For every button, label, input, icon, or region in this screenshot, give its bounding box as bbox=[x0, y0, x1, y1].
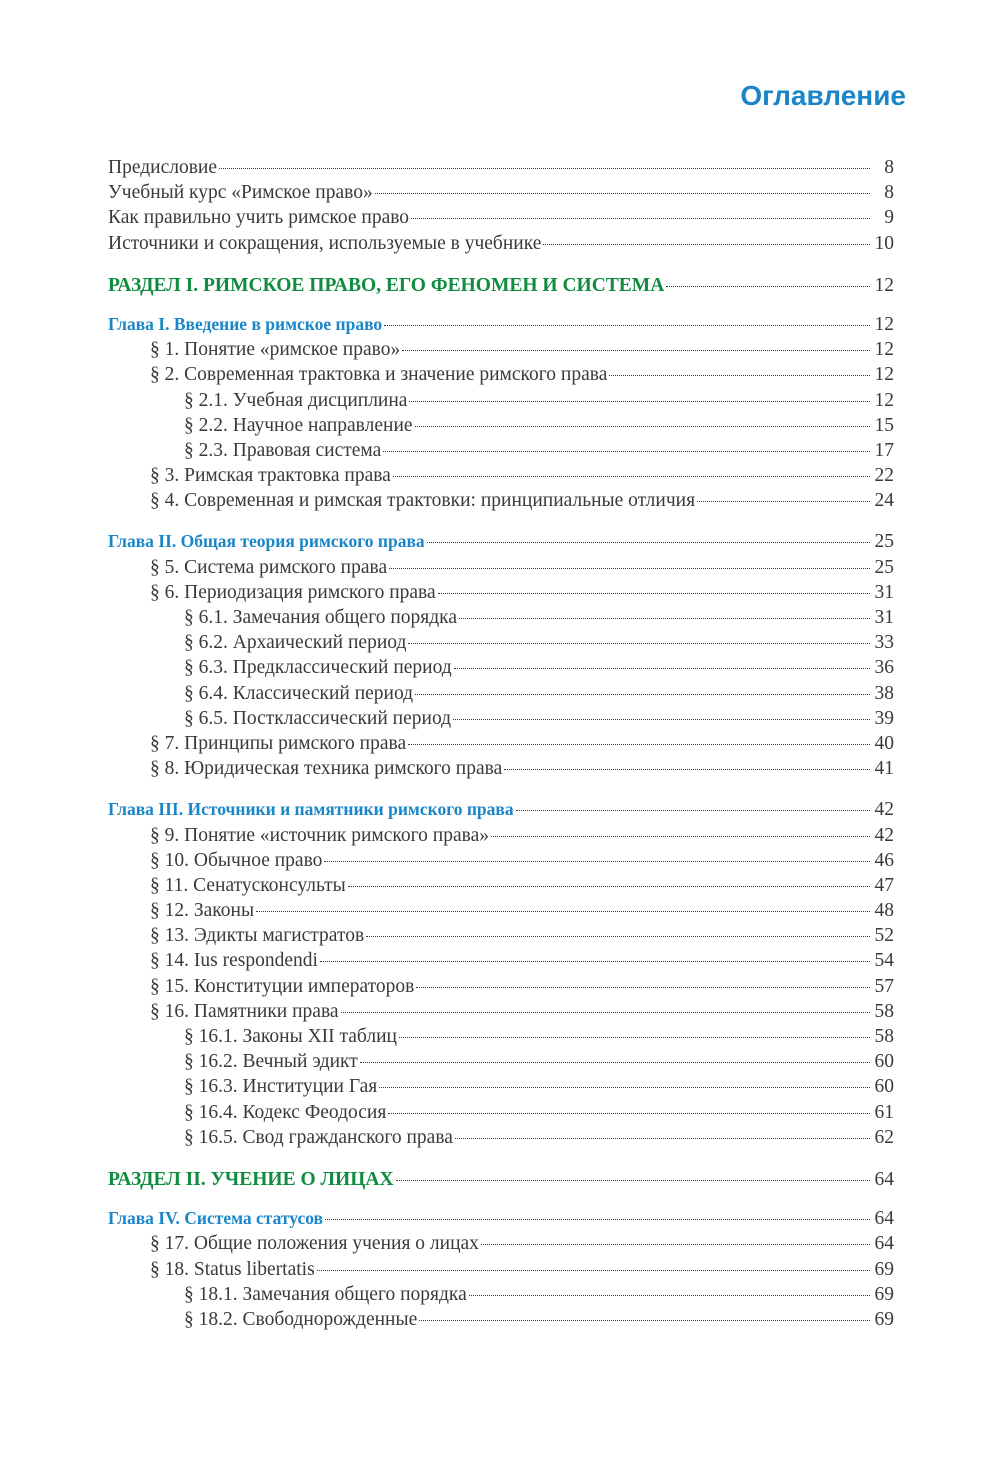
dot-leader bbox=[383, 451, 870, 452]
toc-paragraph-entry[interactable] bbox=[108, 555, 894, 580]
toc-page-number: 52 bbox=[874, 925, 894, 947]
dot-leader bbox=[324, 861, 870, 862]
toc-entry-label: Предисловие bbox=[108, 157, 218, 178]
toc-entry-label: § 7. Принципы римского права bbox=[150, 732, 407, 754]
toc-entry-label: § 3. Римская трактовка права bbox=[150, 465, 391, 487]
dot-leader bbox=[348, 886, 870, 887]
toc-paragraph-entry[interactable] bbox=[108, 999, 894, 1024]
toc-entry-label: Глава III. Источники и памятники римского права bbox=[108, 799, 514, 820]
toc-page-number: 17 bbox=[874, 439, 894, 461]
toc-page-number: 46 bbox=[874, 849, 894, 871]
toc-page-number: 69 bbox=[874, 1258, 894, 1280]
toc-page-number: 40 bbox=[874, 732, 894, 754]
toc-entry-label: § 1. Понятие «римское право» bbox=[150, 339, 401, 361]
toc-chapter-heading[interactable] bbox=[108, 797, 894, 822]
dot-leader bbox=[375, 193, 870, 194]
toc-page-number: 64 bbox=[874, 1233, 894, 1255]
toc-entry-label: § 15. Конституции императоров bbox=[150, 975, 415, 997]
toc-entry-label: § 6. Периодизация римского права bbox=[150, 581, 436, 603]
toc-paragraph-entry[interactable] bbox=[108, 974, 894, 999]
toc-page-number: 42 bbox=[874, 799, 894, 821]
dot-leader bbox=[325, 1219, 870, 1220]
toc-subparagraph-entry[interactable] bbox=[108, 1024, 894, 1049]
toc-page-number: 25 bbox=[874, 556, 894, 578]
dot-leader bbox=[455, 1138, 870, 1139]
toc-paragraph-entry[interactable] bbox=[108, 948, 894, 973]
toc-entry-label: § 16.4. Кодекс Феодосия bbox=[184, 1101, 387, 1123]
toc-paragraph-entry[interactable] bbox=[108, 823, 894, 848]
dot-leader bbox=[453, 719, 870, 720]
toc-page-number: 69 bbox=[874, 1308, 894, 1330]
dot-leader bbox=[402, 350, 870, 351]
dot-leader bbox=[411, 218, 870, 219]
dot-leader bbox=[609, 375, 870, 376]
dot-leader bbox=[504, 769, 870, 770]
toc-page-number: 39 bbox=[874, 707, 894, 729]
toc-entry-label: РАЗДЕЛ II. УЧЕНИЕ О ЛИЦАХ bbox=[108, 1168, 394, 1190]
dot-leader bbox=[415, 426, 870, 427]
toc-subparagraph-entry[interactable] bbox=[108, 655, 894, 680]
dot-leader bbox=[543, 244, 870, 245]
toc-page-number: 60 bbox=[874, 1076, 894, 1098]
dot-leader bbox=[388, 1113, 870, 1114]
toc-page-number: 12 bbox=[874, 274, 894, 296]
toc-entry-label: § 16.5. Свод гражданского права bbox=[184, 1126, 453, 1148]
toc-page-number: 58 bbox=[874, 1026, 894, 1047]
toc-page-number: 12 bbox=[874, 339, 894, 361]
toc-entry-label: § 18. Status libertatis bbox=[150, 1258, 315, 1280]
toc-entry[interactable] bbox=[108, 155, 894, 180]
dot-leader bbox=[481, 1244, 870, 1245]
toc-page-number: 61 bbox=[874, 1101, 894, 1123]
toc-page-number: 22 bbox=[874, 465, 894, 487]
toc-subparagraph-entry[interactable] bbox=[108, 1125, 894, 1150]
toc-page-number: 33 bbox=[874, 632, 894, 654]
toc-entry-label: § 16.2. Вечный эдикт bbox=[184, 1051, 358, 1073]
toc-paragraph-entry[interactable] bbox=[108, 1257, 894, 1282]
toc-entry-label: § 16.1. Законы XII таблиц bbox=[184, 1026, 397, 1047]
toc-subparagraph-entry[interactable] bbox=[108, 1074, 894, 1099]
dot-leader bbox=[415, 694, 870, 695]
toc-entry-label: § 6.4. Классический период bbox=[184, 682, 414, 704]
dot-leader bbox=[317, 1270, 870, 1271]
toc-page-number: 8 bbox=[884, 157, 894, 178]
toc-chapter-heading[interactable] bbox=[108, 529, 894, 554]
toc-page-number: 69 bbox=[874, 1283, 894, 1305]
dot-leader bbox=[416, 987, 870, 988]
toc-page-number: 36 bbox=[874, 657, 894, 679]
toc-subparagraph-entry[interactable] bbox=[108, 388, 894, 413]
toc-entry-label: § 2.1. Учебная дисциплина bbox=[184, 389, 408, 411]
dot-leader bbox=[408, 643, 870, 644]
dot-leader bbox=[459, 618, 870, 619]
toc-paragraph-entry[interactable] bbox=[108, 923, 894, 948]
toc-entry-label: Как правильно учить римское право bbox=[108, 207, 410, 229]
toc-entry-label: § 16.3. Институции Гая bbox=[184, 1076, 378, 1098]
toc-subparagraph-entry[interactable] bbox=[108, 413, 894, 438]
toc-entry-label: § 18.2. Свободнорожденные bbox=[184, 1308, 418, 1330]
toc-page-number: 31 bbox=[874, 581, 894, 603]
table-of-contents bbox=[108, 155, 894, 1332]
dot-leader bbox=[469, 1295, 870, 1296]
toc-page-number: 38 bbox=[874, 682, 894, 704]
toc-paragraph-entry[interactable] bbox=[108, 463, 894, 488]
dot-leader bbox=[408, 744, 870, 745]
toc-page-number: 12 bbox=[874, 364, 894, 386]
dot-leader bbox=[454, 668, 870, 669]
dot-leader bbox=[516, 810, 870, 811]
toc-paragraph-entry[interactable] bbox=[108, 848, 894, 873]
toc-chapter-heading[interactable] bbox=[108, 1206, 894, 1231]
toc-entry-label: § 18.1. Замечания общего порядка bbox=[184, 1283, 467, 1305]
toc-entry-label: § 2.3. Правовая система bbox=[184, 439, 382, 461]
toc-entry-label: § 6.1. Замечания общего порядка bbox=[184, 607, 457, 628]
dot-leader bbox=[409, 401, 870, 402]
toc-entry-label: § 6.3. Предклассический период bbox=[184, 657, 452, 679]
toc-section-heading[interactable] bbox=[108, 273, 894, 298]
toc-page-number: 62 bbox=[874, 1126, 894, 1148]
dot-leader bbox=[666, 286, 870, 287]
toc-subparagraph-entry[interactable] bbox=[108, 1049, 894, 1074]
toc-page-number: 41 bbox=[874, 758, 894, 780]
toc-subparagraph-entry[interactable] bbox=[108, 605, 894, 630]
toc-paragraph-entry[interactable] bbox=[108, 756, 894, 781]
page-title: Оглавление bbox=[740, 80, 906, 111]
toc-entry-label: § 13. Эдикты магистратов bbox=[150, 925, 365, 947]
toc-entry-label: § 8. Юридическая техника римского права bbox=[150, 758, 503, 780]
toc-paragraph-entry[interactable] bbox=[108, 731, 894, 756]
dot-leader bbox=[219, 168, 870, 169]
toc-paragraph-entry[interactable] bbox=[108, 1231, 894, 1256]
toc-page-number: 48 bbox=[874, 900, 894, 922]
dot-leader bbox=[379, 1087, 870, 1088]
toc-paragraph-entry[interactable] bbox=[108, 337, 894, 362]
toc-entry-label: § 11. Сенатусконсульты bbox=[150, 874, 346, 896]
toc-paragraph-entry[interactable] bbox=[108, 580, 894, 605]
toc-page-number: 9 bbox=[884, 207, 894, 229]
toc-page-number: 58 bbox=[874, 1000, 894, 1022]
toc-entry-label: Глава I. Введение в римское право bbox=[108, 313, 383, 334]
dot-leader bbox=[697, 501, 870, 502]
toc-subparagraph-entry[interactable] bbox=[108, 1100, 894, 1125]
toc-page-number: 8 bbox=[884, 182, 894, 204]
toc-entry-label: § 6.5. Постклассический период bbox=[184, 707, 452, 729]
toc-entry-label: РАЗДЕЛ I. РИМСКОЕ ПРАВО, ЕГО ФЕНОМЕН И СИСТЕМА bbox=[108, 274, 665, 296]
toc-page-number: 12 bbox=[874, 389, 894, 411]
toc-entry-label: § 2.2. Научное направление bbox=[184, 414, 413, 436]
toc-subparagraph-entry[interactable] bbox=[108, 1282, 894, 1307]
dot-leader bbox=[384, 325, 870, 326]
dot-leader bbox=[389, 568, 870, 569]
toc-subparagraph-entry[interactable] bbox=[108, 630, 894, 655]
toc-page-number: 54 bbox=[874, 950, 894, 972]
toc-subparagraph-entry[interactable] bbox=[108, 438, 894, 463]
toc-entry-label: § 14. Ius respondendi bbox=[150, 950, 318, 972]
toc-page-number: 64 bbox=[874, 1208, 894, 1230]
toc-entry-label: § 12. Законы bbox=[150, 900, 255, 922]
toc-page-number: 25 bbox=[874, 531, 894, 553]
toc-entry-label: § 5. Система римского права bbox=[150, 556, 388, 578]
dot-leader bbox=[399, 1037, 870, 1038]
toc-entry-label: § 6.2. Архаический период bbox=[184, 632, 407, 654]
toc-entry-label: Учебный курс «Римское право» bbox=[108, 182, 373, 204]
toc-entry-label: § 10. Обычное право bbox=[150, 849, 323, 871]
toc-page-number: 47 bbox=[874, 874, 894, 896]
dot-leader bbox=[491, 836, 870, 837]
dot-leader bbox=[419, 1320, 870, 1321]
toc-page-number: 60 bbox=[874, 1051, 894, 1073]
toc-page-number: 57 bbox=[874, 975, 894, 997]
toc-paragraph-entry[interactable] bbox=[108, 362, 894, 387]
toc-entry[interactable] bbox=[108, 231, 894, 256]
toc-chapter-heading[interactable] bbox=[108, 312, 894, 337]
toc-subparagraph-entry[interactable] bbox=[108, 1307, 894, 1332]
toc-paragraph-entry[interactable] bbox=[108, 488, 894, 513]
toc-paragraph-entry[interactable] bbox=[108, 898, 894, 923]
dot-leader bbox=[427, 542, 870, 543]
toc-paragraph-entry[interactable] bbox=[108, 873, 894, 898]
dot-leader bbox=[360, 1062, 870, 1063]
toc-page-number: 31 bbox=[874, 607, 894, 628]
toc-entry-label: § 4. Современная и римская трактовки: принципиальные отличия bbox=[150, 490, 696, 512]
toc-entry-label: § 2. Современная трактовка и значение римского права bbox=[150, 364, 608, 386]
toc-section-heading[interactable] bbox=[108, 1167, 894, 1192]
toc-entry[interactable] bbox=[108, 205, 894, 230]
toc-page-number: 42 bbox=[874, 824, 894, 846]
dot-leader bbox=[366, 936, 870, 937]
dot-leader bbox=[341, 1012, 870, 1013]
toc-subparagraph-entry[interactable] bbox=[108, 706, 894, 731]
toc-entry-label: Глава II. Общая теория римского права bbox=[108, 531, 425, 552]
dot-leader bbox=[396, 1180, 870, 1181]
dot-leader bbox=[256, 911, 870, 912]
toc-entry-label: § 9. Понятие «источник римского права» bbox=[150, 824, 489, 846]
toc-page-number: 24 bbox=[874, 490, 894, 512]
toc-page-number: 10 bbox=[874, 232, 894, 254]
toc-entry[interactable] bbox=[108, 180, 894, 205]
toc-entry-label: Источники и сокращения, используемые в учебнике bbox=[108, 232, 542, 254]
toc-entry-label: § 17. Общие положения учения о лицах bbox=[150, 1233, 479, 1255]
dot-leader bbox=[438, 593, 870, 594]
toc-entry-label: Глава IV. Система статусов bbox=[108, 1208, 324, 1229]
toc-page-number: 12 bbox=[874, 313, 894, 335]
toc-page-number: 64 bbox=[874, 1168, 894, 1190]
dot-leader bbox=[320, 961, 870, 962]
toc-entry-label: § 16. Памятники права bbox=[150, 1000, 339, 1022]
toc-subparagraph-entry[interactable] bbox=[108, 681, 894, 706]
toc-page-number: 15 bbox=[874, 414, 894, 436]
dot-leader bbox=[393, 476, 870, 477]
